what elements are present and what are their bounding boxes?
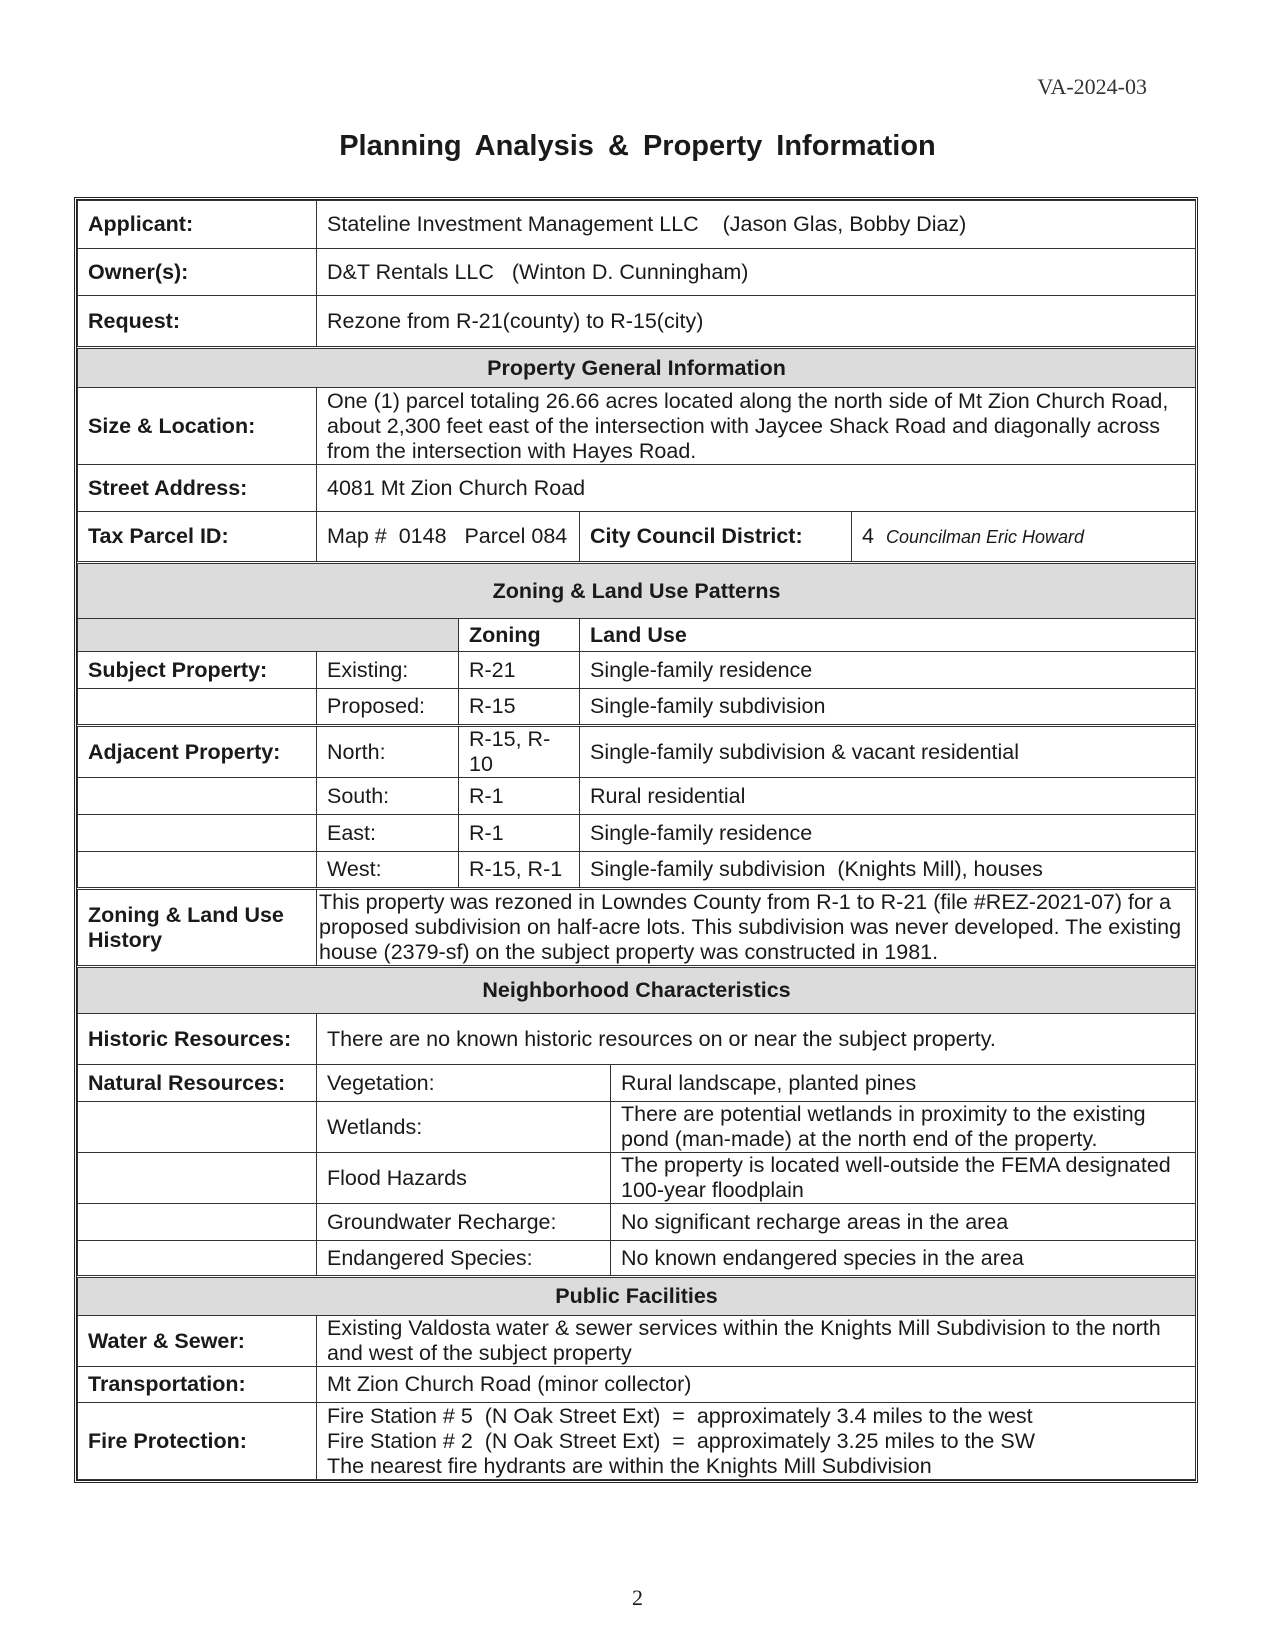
historic-resources-label: Historic Resources:: [78, 1014, 317, 1065]
request-row: [78, 296, 1196, 348]
councilman-name: Councilman Eric Howard: [885, 526, 1085, 547]
council-district-label: City Council District:: [580, 512, 852, 563]
table-row: [78, 1153, 1196, 1204]
table-row: [78, 852, 1196, 889]
table-row: [78, 689, 1196, 726]
resource-value: There are potential wetlands in proximity to the existing pond (man-made) at the north end of the property.: [611, 1102, 1196, 1153]
applicant-value: Stateline Investment Management LLC (Jason Glas, Bobby Diaz): [317, 201, 1196, 249]
resource-value: No significant recharge areas in the area: [611, 1204, 1196, 1241]
document-id: VA-2024-03: [1037, 74, 1147, 99]
property-info-table: [74, 197, 1198, 1483]
owner-value: D&T Rentals LLC (Winton D. Cunningham): [317, 249, 1196, 296]
request-label: Request:: [78, 296, 317, 348]
council-district-number: 4: [862, 523, 874, 548]
zoning-code: R-15, R-10: [459, 726, 580, 778]
zoning-column-header-row: [78, 619, 1196, 652]
zoning-direction: North:: [317, 726, 459, 778]
transportation-value: Mt Zion Church Road (minor collector): [317, 1367, 1196, 1403]
transportation-label: Transportation:: [78, 1367, 317, 1403]
resource-value: Rural landscape, planted pines: [611, 1065, 1196, 1102]
blank-label-cell: [78, 1153, 317, 1204]
table-row: [78, 1204, 1196, 1241]
zoning-direction: West:: [317, 852, 459, 889]
fire-line: The nearest fire hydrants are within the Knights Mill Subdivision: [327, 1453, 932, 1478]
resource-item: Vegetation:: [317, 1065, 611, 1102]
zoning-code: R-15, R-1: [459, 852, 580, 889]
page-number: 2: [632, 1585, 643, 1610]
general-header-row: [78, 348, 1196, 388]
table-row: [78, 1065, 1196, 1102]
request-value: Rezone from R-21(county) to R-15(city): [317, 296, 1196, 348]
landuse-column-header: Land Use: [580, 619, 1196, 652]
transportation-row: [78, 1367, 1196, 1403]
resource-item: Groundwater Recharge:: [317, 1204, 611, 1241]
street-address-row: [78, 465, 1196, 512]
resource-item: Wetlands:: [317, 1102, 611, 1153]
zoning-history-row: [78, 889, 1196, 967]
zoning-history-label: Zoning & Land Use History: [78, 889, 317, 967]
blank-label-cell: [78, 852, 317, 889]
land-use: Single-family residence: [580, 652, 1196, 689]
tax-parcel-label: Tax Parcel ID:: [78, 512, 317, 563]
water-sewer-label: Water & Sewer:: [78, 1316, 317, 1367]
section-header-neighborhood: Neighborhood Characteristics: [78, 967, 1196, 1014]
size-location-label: Size & Location:: [78, 388, 317, 465]
applicant-label: Applicant:: [78, 201, 317, 249]
historic-resources-row: [78, 1014, 1196, 1065]
table-row: [78, 652, 1196, 689]
resource-value: The property is located well-outside the FEMA designated 100-year floodplain: [611, 1153, 1196, 1204]
zoning-code: R-1: [459, 778, 580, 815]
fire-line: Fire Station # 2 (N Oak Street Ext) = approximately 3.25 miles to the SW: [327, 1428, 1035, 1453]
page-title: Planning Analysis & Property Information: [339, 130, 936, 162]
size-location-row: [78, 388, 1196, 465]
land-use: Single-family subdivision (Knights Mill), houses: [580, 852, 1196, 889]
tax-parcel-value: Map # 0148 Parcel 084: [317, 512, 580, 563]
blank-label-cell: [78, 1204, 317, 1241]
fire-line: Fire Station # 5 (N Oak Street Ext) = approximately 3.4 miles to the west: [327, 1403, 1033, 1428]
street-address-label: Street Address:: [78, 465, 317, 512]
blank-label-cell: [78, 778, 317, 815]
water-sewer-value: Existing Valdosta water & sewer services within the Knights Mill Subdivision to the north and west of the subject property: [317, 1316, 1196, 1367]
applicant-row: [78, 201, 1196, 249]
zoning-column-header: Zoning: [459, 619, 580, 652]
blank-label-cell: [78, 815, 317, 852]
fire-protection-label: Fire Protection:: [78, 1403, 317, 1480]
blank-label-cell: [78, 1102, 317, 1153]
resource-item: Endangered Species:: [317, 1241, 611, 1277]
street-address-value: 4081 Mt Zion Church Road: [317, 465, 1196, 512]
historic-resources-value: There are no known historic resources on or near the subject property.: [317, 1014, 1196, 1065]
section-header-general: Property General Information: [78, 348, 1196, 388]
zoning-direction: South:: [317, 778, 459, 815]
owner-row: [78, 249, 1196, 296]
zoning-code: R-15: [459, 689, 580, 726]
neighborhood-header-row: [78, 967, 1196, 1014]
tax-parcel-row: [78, 512, 1196, 563]
zoning-direction: East:: [317, 815, 459, 852]
land-use: Single-family residence: [580, 815, 1196, 852]
zoning-history-value: This property was rezoned in Lowndes County from R-1 to R-21 (file #REZ-2021-07) for a proposed subdivision on half-acre lots. This subdivision was never developed. The existing house (2379-sf) on the subject property was constructed in 1981.: [317, 889, 1196, 967]
table-row: [78, 1102, 1196, 1153]
table-row: [78, 815, 1196, 852]
natural-resources-label: Natural Resources:: [78, 1065, 317, 1102]
water-sewer-row: [78, 1316, 1196, 1367]
fire-protection-value: [317, 1403, 1196, 1480]
resource-value: No known endangered species in the area: [611, 1241, 1196, 1277]
table-row: [78, 778, 1196, 815]
council-district-value: [852, 512, 1196, 563]
table-row: [78, 1241, 1196, 1277]
facilities-header-row: [78, 1277, 1196, 1316]
zoning-direction: Existing:: [317, 652, 459, 689]
zoning-header-row: [78, 563, 1196, 619]
section-header-facilities: Public Facilities: [78, 1277, 1196, 1316]
zoning-code: R-1: [459, 815, 580, 852]
section-header-zoning: Zoning & Land Use Patterns: [78, 563, 1196, 619]
zoning-direction: Proposed:: [317, 689, 459, 726]
owner-label: Owner(s):: [78, 249, 317, 296]
fire-protection-row: [78, 1403, 1196, 1480]
zoning-code: R-21: [459, 652, 580, 689]
blank-label-cell: [78, 689, 317, 726]
resource-item: Flood Hazards: [317, 1153, 611, 1204]
table-row: [78, 726, 1196, 778]
land-use: Single-family subdivision: [580, 689, 1196, 726]
land-use: Single-family subdivision & vacant residential: [580, 726, 1196, 778]
blank-label-cell: [78, 1241, 317, 1277]
land-use: Rural residential: [580, 778, 1196, 815]
adjacent-property-label: Adjacent Property:: [78, 726, 317, 778]
size-location-value: One (1) parcel totaling 26.66 acres located along the north side of Mt Zion Church Road, about 2,300 feet east of the intersection with Jaycee Shack Road and diagonally across from the intersection with Hayes Road.: [317, 388, 1196, 465]
zoning-column-blank: [78, 619, 459, 652]
subject-property-label: Subject Property:: [78, 652, 317, 689]
